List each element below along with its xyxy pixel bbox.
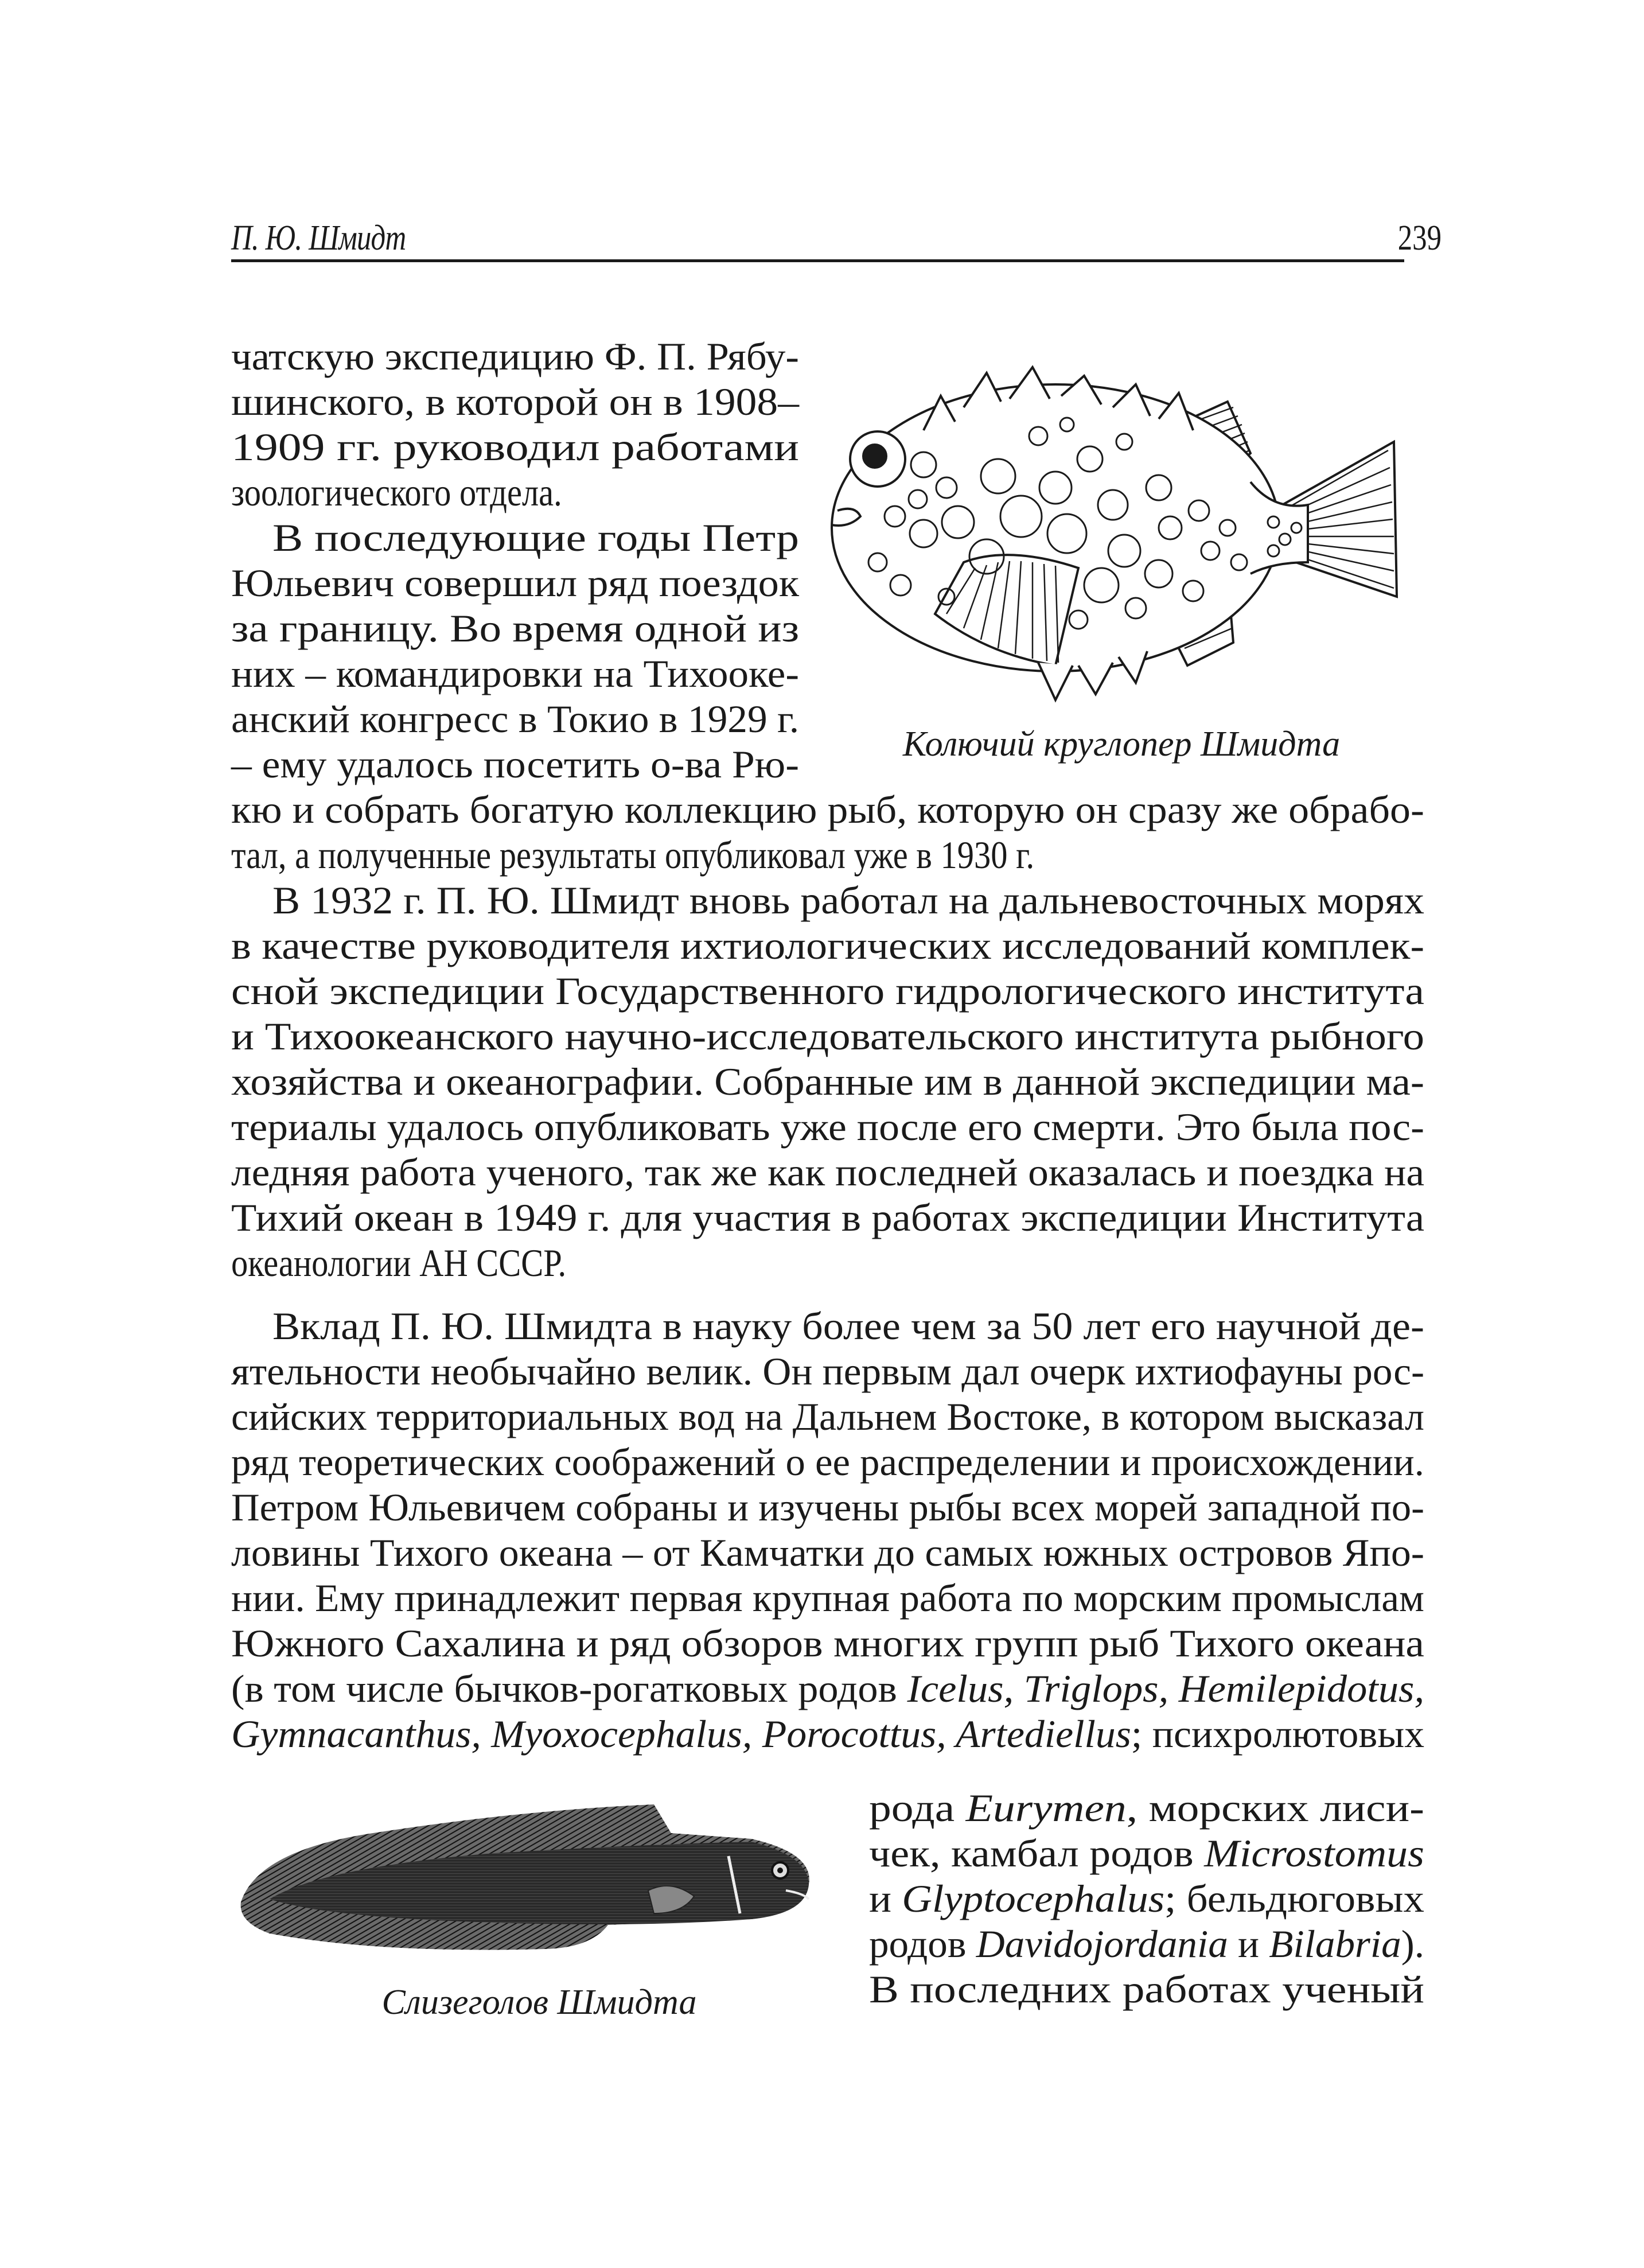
text-line: В последних работах ученый — [869, 1967, 1425, 2011]
paragraph-4-right — [869, 1785, 1424, 2012]
text-run: рода — [869, 1786, 966, 1830]
text-line: Тихий океан в 1949 г. для участия в работах экспедиции Института — [231, 1196, 1425, 1239]
text-line: за границу. Во время одной из — [231, 606, 800, 650]
figure-eelpout — [235, 1799, 843, 1959]
text-line: териалы удалось опубликовать уже после его смерти. Это была пос- — [231, 1105, 1424, 1149]
text-line: В 1932 г. П. Ю. Шмидт вновь работал на дальневосточных морях — [272, 878, 1425, 922]
text-line: шинского, в которой он в 1908– — [231, 380, 799, 423]
text-run: (в том числе бычков-рогатковых родов — [231, 1667, 907, 1710]
genus-name: Microstomus — [1204, 1831, 1424, 1875]
genus-names: Icelus, Triglops, Hemilepidotus, — [907, 1667, 1425, 1710]
figure-spiny-lumpsucker — [815, 344, 1428, 723]
text-line: сной экспедиции Государственного гидрологического института — [231, 969, 1424, 1013]
text-line: них – командировки на Тихооке- — [231, 652, 800, 695]
text-line: тал, а полученные результаты опубликовал уже в 1930 г. — [231, 833, 1035, 877]
figure-caption-eelpout: Слизеголов Шмидта — [381, 1983, 697, 2022]
genus-name: Davidojordania — [976, 1922, 1228, 1966]
text-run: , морских лиси- — [1126, 1786, 1424, 1830]
text-run: и — [1228, 1922, 1269, 1966]
text-line: Юльевич совершил ряд поездок — [231, 561, 800, 605]
text-line: Петром Юльевичем собраны и изучены рыбы всех морей западной по- — [231, 1485, 1425, 1529]
text-line: кю и собрать богатую коллекцию рыб, которую он сразу же обрабо- — [231, 788, 1424, 831]
text-line: Южного Сахалина и ряд обзоров многих групп рыб Тихого океана — [231, 1621, 1424, 1665]
paragraph-2-continued — [231, 787, 1424, 878]
text-line: чатскую экспедицию Ф. П. Рябу- — [231, 334, 799, 378]
text-line — [231, 1666, 1424, 1711]
text-run: чек, камбал родов — [869, 1831, 1205, 1875]
text-run: ; бельдюговых — [1164, 1877, 1425, 1920]
genus-name: Eurymen — [965, 1786, 1127, 1830]
genus-name: Bilabria — [1269, 1922, 1401, 1966]
text-line: ятельности необычайно велик. Он первым дал очерк ихтиофауны рос- — [231, 1349, 1425, 1393]
text-line: хозяйства и океанографии. Собранные им в данной экспедиции ма- — [231, 1060, 1424, 1103]
text-line: Вклад П. Ю. Шмидта в науку более чем за 50 лет его научной де- — [272, 1304, 1424, 1348]
text-line — [869, 1831, 1424, 1876]
page-number: 239 — [1397, 219, 1442, 258]
running-head-author: П. Ю. Шмидт — [231, 219, 406, 258]
text-line: зоологического отдела. — [231, 470, 562, 514]
text-line: ледняя работа ученого, так же как последней оказалась и поездка на — [231, 1150, 1425, 1194]
text-line: сийских территориальных вод на Дальнем Востоке, в котором высказал — [231, 1395, 1424, 1438]
genus-name: Glyptocephalus — [902, 1877, 1165, 1920]
text-run: родов — [869, 1922, 976, 1966]
paragraph-4 — [231, 1304, 1424, 1757]
text-line — [869, 1785, 1424, 1831]
text-line: 1909 гг. руководил работами — [231, 425, 800, 469]
genus-names: Gymnacanthus, Myoxocephalus, Porocottus, Artediellus — [231, 1712, 1131, 1756]
text-line: В последующие годы Петр — [272, 516, 799, 559]
header-rule — [231, 259, 1404, 262]
running-head — [231, 218, 1442, 264]
text-line — [869, 1876, 1424, 1921]
spiny-lumpsucker-illustration — [815, 344, 1428, 723]
text-run: ). — [1401, 1922, 1425, 1966]
eelpout-illustration — [235, 1799, 843, 1959]
text-run: и — [869, 1877, 902, 1920]
text-line: и Тихоокеанского научно-исследовательского института рыбного — [231, 1014, 1425, 1058]
figure-caption-spiny-lumpsucker: Колючий круглопер Шмидта — [902, 725, 1341, 764]
text-line: анский конгресс в Токио в 1929 г. — [231, 697, 800, 741]
text-line: нии. Ему принадлежит первая крупная работа по морским промыслам — [231, 1576, 1424, 1620]
text-line — [231, 1711, 1424, 1757]
text-line: океанологии АН СССР. — [231, 1241, 567, 1285]
text-run: ; психролютовых — [1131, 1712, 1425, 1756]
paragraph-1 — [231, 334, 799, 515]
paragraph-2 — [231, 515, 799, 787]
text-line: ловины Тихого океана – от Камчатки до самых южных островов Япо- — [231, 1531, 1425, 1574]
text-line: – ему удалось посетить о-ва Рю- — [231, 742, 800, 786]
text-line — [869, 1921, 1424, 1967]
paragraph-3 — [231, 878, 1424, 1286]
text-line: в качестве руководителя ихтиологических исследований комплек- — [231, 924, 1425, 967]
text-line: ряд теоретических соображений о ее распределении и происхождении. — [231, 1440, 1424, 1484]
